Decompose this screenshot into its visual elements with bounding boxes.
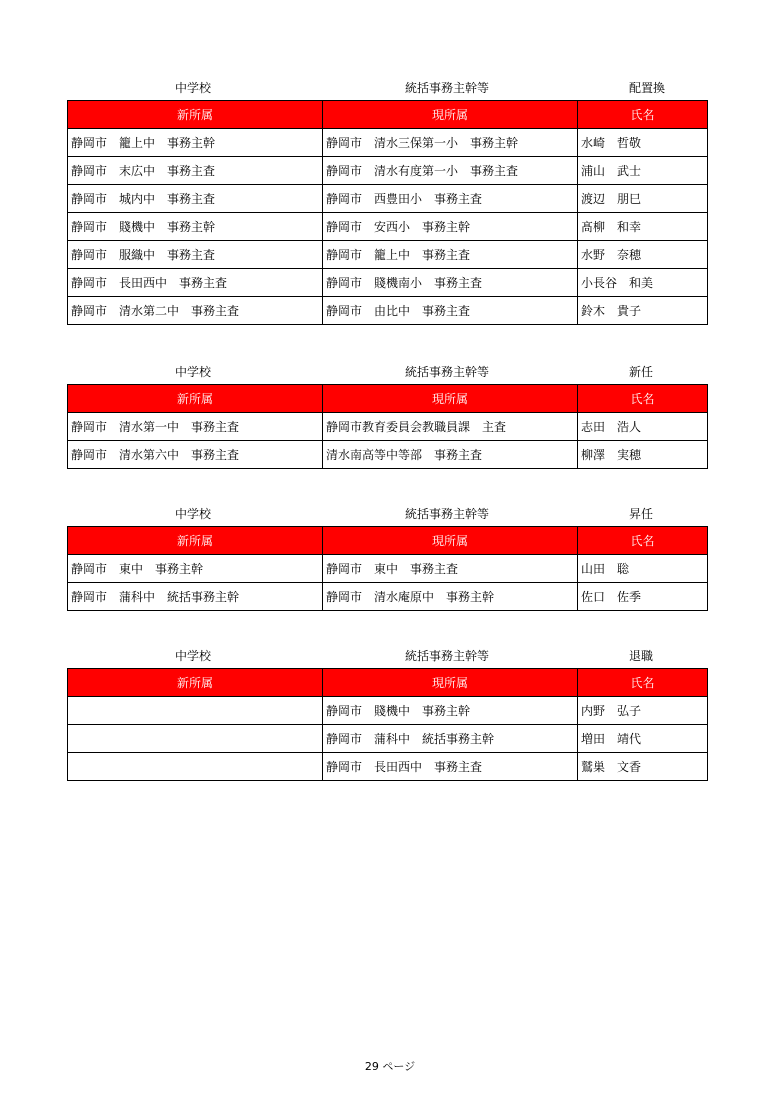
personnel-table <box>67 384 708 469</box>
table-row <box>68 441 708 469</box>
name-cell: 水崎 哲敬 <box>578 129 708 157</box>
header-name: 氏名 <box>578 385 708 413</box>
grade-label: 統括事務主幹等 <box>405 649 490 663</box>
name-cell: 柳澤 実穂 <box>578 441 708 469</box>
name-cell: 内野 弘子 <box>578 697 708 725</box>
section-header <box>67 74 707 100</box>
table-row <box>68 213 708 241</box>
name-cell: 佐口 佐季 <box>578 583 708 611</box>
table-row <box>68 583 708 611</box>
section-header <box>67 500 707 526</box>
grade-label: 統括事務主幹等 <box>405 507 490 521</box>
category-label: 退職 <box>629 649 654 663</box>
header-name: 氏名 <box>578 527 708 555</box>
table-row <box>68 697 708 725</box>
name-cell: 浦山 武士 <box>578 157 708 185</box>
school-type-label: 中学校 <box>175 81 212 95</box>
personnel-table <box>67 100 708 325</box>
page-number: 29 ページ <box>364 1060 416 1073</box>
category-label: 新任 <box>629 365 654 379</box>
category-label: 昇任 <box>629 507 654 521</box>
header-new-affiliation: 新所属 <box>68 385 323 413</box>
header-new-affiliation: 新所属 <box>68 527 323 555</box>
new-affiliation-cell: 静岡市 籠上中 事務主幹 <box>68 129 323 157</box>
current-affiliation-cell: 清水南高等中等部 事務主査 <box>323 441 578 469</box>
current-affiliation-cell: 静岡市 清水三保第一小 事務主幹 <box>323 129 578 157</box>
current-affiliation-cell: 静岡市 籠上中 事務主査 <box>323 241 578 269</box>
new-affiliation-cell: 静岡市 服織中 事務主査 <box>68 241 323 269</box>
school-type-label: 中学校 <box>175 507 212 521</box>
section-promotion <box>67 500 707 611</box>
personnel-table <box>67 668 708 781</box>
category-label: 配置換 <box>629 81 666 95</box>
header-new-affiliation: 新所属 <box>68 101 323 129</box>
new-affiliation-cell <box>68 697 323 725</box>
new-affiliation-cell: 静岡市 東中 事務主幹 <box>68 555 323 583</box>
name-cell: 渡辺 朋巳 <box>578 185 708 213</box>
current-affiliation-cell: 静岡市 安西小 事務主幹 <box>323 213 578 241</box>
section-transfer <box>67 74 707 325</box>
current-affiliation-cell: 静岡市 長田西中 事務主査 <box>323 753 578 781</box>
table-header-row <box>68 669 708 697</box>
name-cell: 水野 奈穂 <box>578 241 708 269</box>
name-cell: 鷲巣 文香 <box>578 753 708 781</box>
new-affiliation-cell: 静岡市 長田西中 事務主査 <box>68 269 323 297</box>
table-row <box>68 157 708 185</box>
table-row <box>68 555 708 583</box>
header-current-affiliation: 現所属 <box>323 101 578 129</box>
current-affiliation-cell: 静岡市 清水庵原中 事務主幹 <box>323 583 578 611</box>
section-new-appointment <box>67 358 707 469</box>
table-header-row <box>68 101 708 129</box>
new-affiliation-cell: 静岡市 城内中 事務主査 <box>68 185 323 213</box>
section-retirement <box>67 642 707 781</box>
current-affiliation-cell: 静岡市 賤機中 事務主幹 <box>323 697 578 725</box>
table-row <box>68 413 708 441</box>
header-current-affiliation: 現所属 <box>323 669 578 697</box>
school-type-label: 中学校 <box>175 365 212 379</box>
name-cell: 鈴木 貴子 <box>578 297 708 325</box>
table-row <box>68 129 708 157</box>
new-affiliation-cell: 静岡市 清水第二中 事務主査 <box>68 297 323 325</box>
current-affiliation-cell: 静岡市 西豊田小 事務主査 <box>323 185 578 213</box>
new-affiliation-cell: 静岡市 賤機中 事務主幹 <box>68 213 323 241</box>
grade-label: 統括事務主幹等 <box>405 365 490 379</box>
header-name: 氏名 <box>578 101 708 129</box>
table-row <box>68 725 708 753</box>
table-row <box>68 241 708 269</box>
table-header-row <box>68 527 708 555</box>
name-cell: 山田 聡 <box>578 555 708 583</box>
name-cell: 髙柳 和幸 <box>578 213 708 241</box>
table-row <box>68 297 708 325</box>
table-row <box>68 185 708 213</box>
current-affiliation-cell: 静岡市 東中 事務主査 <box>323 555 578 583</box>
personnel-table <box>67 526 708 611</box>
new-affiliation-cell: 静岡市 清水第六中 事務主査 <box>68 441 323 469</box>
new-affiliation-cell <box>68 753 323 781</box>
school-type-label: 中学校 <box>175 649 212 663</box>
header-current-affiliation: 現所属 <box>323 385 578 413</box>
table-row <box>68 269 708 297</box>
current-affiliation-cell: 静岡市 賤機南小 事務主査 <box>323 269 578 297</box>
name-cell: 小長谷 和美 <box>578 269 708 297</box>
current-affiliation-cell: 静岡市 蒲科中 統括事務主幹 <box>323 725 578 753</box>
current-affiliation-cell: 静岡市 清水有度第一小 事務主査 <box>323 157 578 185</box>
name-cell: 増田 靖代 <box>578 725 708 753</box>
new-affiliation-cell: 静岡市 清水第一中 事務主査 <box>68 413 323 441</box>
current-affiliation-cell: 静岡市教育委員会教職員課 主査 <box>323 413 578 441</box>
table-row <box>68 753 708 781</box>
current-affiliation-cell: 静岡市 由比中 事務主査 <box>323 297 578 325</box>
name-cell: 志田 浩人 <box>578 413 708 441</box>
new-affiliation-cell <box>68 725 323 753</box>
section-header <box>67 642 707 668</box>
new-affiliation-cell: 静岡市 蒲科中 統括事務主幹 <box>68 583 323 611</box>
new-affiliation-cell: 静岡市 末広中 事務主査 <box>68 157 323 185</box>
header-current-affiliation: 現所属 <box>323 527 578 555</box>
grade-label: 統括事務主幹等 <box>405 81 490 95</box>
header-name: 氏名 <box>578 669 708 697</box>
header-new-affiliation: 新所属 <box>68 669 323 697</box>
section-header <box>67 358 707 384</box>
table-header-row <box>68 385 708 413</box>
